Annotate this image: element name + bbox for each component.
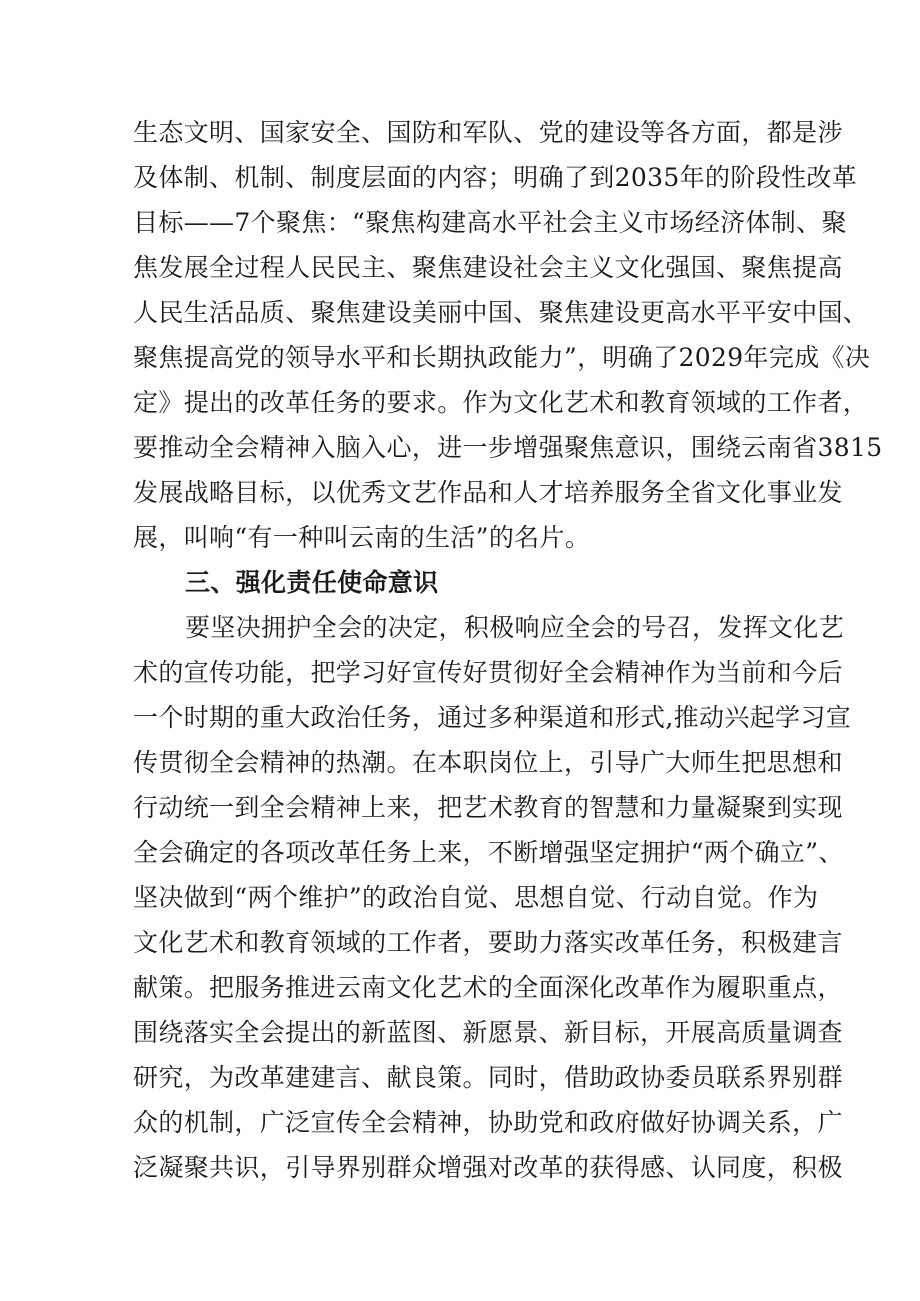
text-line: 坚决做到“两个维护”的政治自觉、思想自觉、行动自觉。作为 [133,883,819,912]
text-line: 全会确定的各项改革任务上来，不断增强坚定拥护“两个确立”、 [133,838,844,867]
text-line: 传贯彻全会精神的热潮。在本职岗位上，引导广大师生把思想和 [133,748,843,777]
text-line: 生态文明、国家安全、国防和军队、党的建设等各方面，都是涉 [133,118,843,147]
text-line: 众的机制，广泛宣传全会精神，协助党和政府做好协调关系，广 [133,1108,843,1137]
paragraph-first-line: 要坚决拥护全会的决定，积极响应全会的号召，发挥文化艺 [185,613,845,642]
text-line: 展，叫响“有一种叫云南的生活”的名片。 [133,523,591,552]
text-line: 人民生活品质、聚焦建设美丽中国、聚焦建设更高水平平安中国、 [133,298,869,327]
text-line: 术的宣传功能，把学习好宣传好贯彻好全会精神作为当前和今后 [133,658,843,687]
text-line: 要推动全会精神入脑入心，进一步增强聚焦意识，围绕云南省3815 [133,433,883,462]
text-line: 焦发展全过程人民民主、聚焦建设社会主义文化强国、聚焦提高 [133,253,843,282]
text-line: 发展战略目标，以优秀文艺作品和人才培养服务全省文化事业发 [133,478,843,507]
text-line: 文化艺术和教育领域的工作者，要助力落实改革任务，积极建言 [133,928,843,957]
text-line: 研究，为改革建建言、献良策。同时，借助政协委员联系界别群 [133,1063,843,1092]
text-line: 目标——7个聚焦：“聚焦构建高水平社会主义市场经济体制、聚 [133,208,847,237]
text-line: 献策。把服务推进云南文化艺术的全面深化改革作为履职重点， [133,973,843,1002]
text-line: 定》提出的改革任务的要求。作为文化艺术和教育领域的工作者， [133,388,869,417]
text-line: 聚焦提高党的领导水平和长期执政能力”，明确了2029年完成《决 [133,343,871,372]
section-heading: 三、强化责任使命意识 [185,568,439,597]
text-line: 及体制、机制、制度层面的内容；明确了到2035年的阶段性改革 [133,163,858,192]
text-line: 行动统一到全会精神上来，把艺术教育的智慧和力量凝聚到实现 [133,793,843,822]
text-line: 一个时期的重大政治任务，通过多种渠道和形式,推动兴起学习宣 [133,703,852,732]
text-line: 围绕落实全会提出的新蓝图、新愿景、新目标，开展高质量调查 [133,1018,843,1047]
text-line: 泛凝聚共识，引导界别群众增强对改革的获得感、认同度，积极 [133,1153,843,1182]
